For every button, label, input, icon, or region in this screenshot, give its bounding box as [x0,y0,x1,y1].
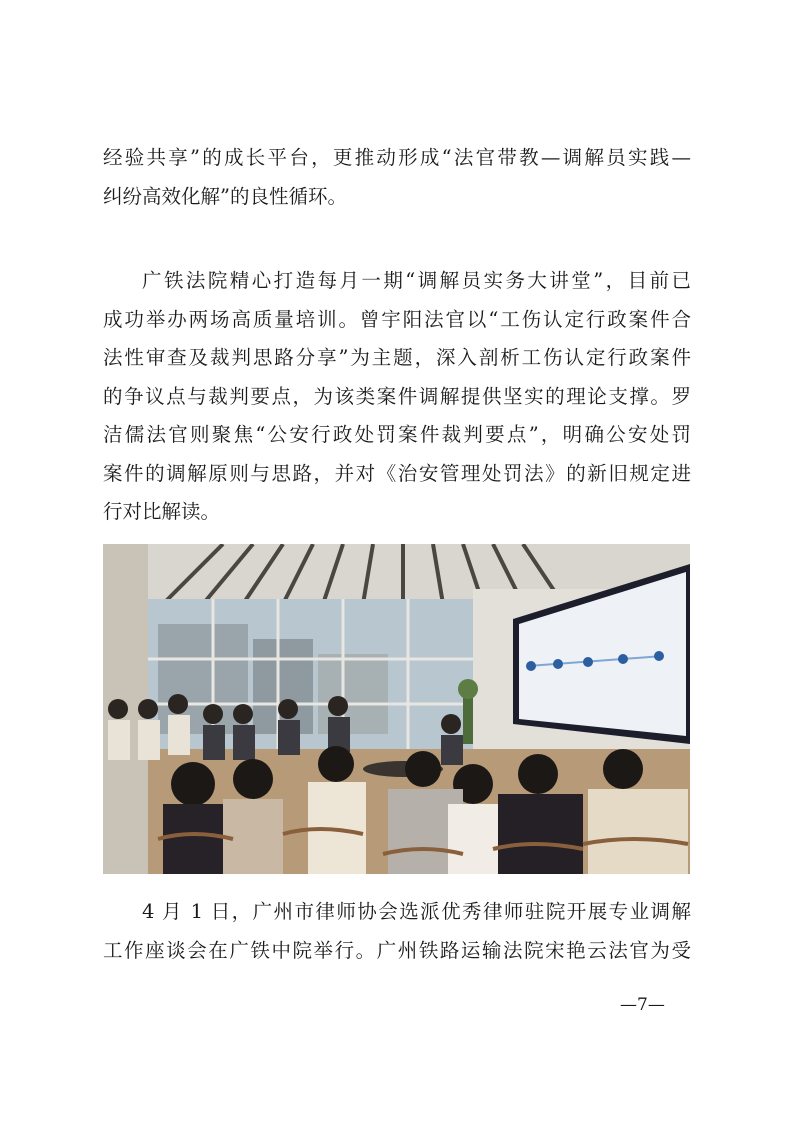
paragraph-2-line: 洁儒法官则聚焦“公安行政处罚案件裁判要点”，明确公安处罚 [103,423,691,446]
paragraph-3 [103,893,691,970]
paragraph-2-line: 广铁法院精心打造每月一期“调解员实务大讲堂”，目前已 [142,269,691,292]
paragraph-2-line: 行对比解读。 [103,500,221,523]
paragraph-1 [103,139,691,216]
paragraph-1-line: 经验共享”的成长平台，更推动形成“法官带教—调解员实践— [103,146,691,169]
paragraph-2-line: 案件的调解原则与思路，并对《治安管理处罚法》的新旧规定进 [103,461,691,485]
paragraph-2-line: 的争议点与裁判要点，为该类案件调解提供坚实的理论支撑。罗 [103,384,691,408]
paragraph-2-line: 法性审查及裁判思路分享”为主题，深入剖析工伤认定行政案件 [103,346,691,369]
paragraph-2 [103,262,691,532]
training-session-photo [103,544,690,874]
page-number: —7— [620,995,665,1015]
paragraph-1-line: 纠纷高效化解”的良性循环。 [103,184,347,208]
paragraph-2-line: 成功举办两场高质量培训。曾宇阳法官以“工伤认定行政案件合 [103,307,691,331]
paragraph-3-line: 工作座谈会在广铁中院举行。广州铁路运输法院宋艳云法官为受 [103,938,691,962]
paragraph-3-line: 4 月 1 日，广州市律师协会选派优秀律师驻院开展专业调解 [142,900,691,923]
